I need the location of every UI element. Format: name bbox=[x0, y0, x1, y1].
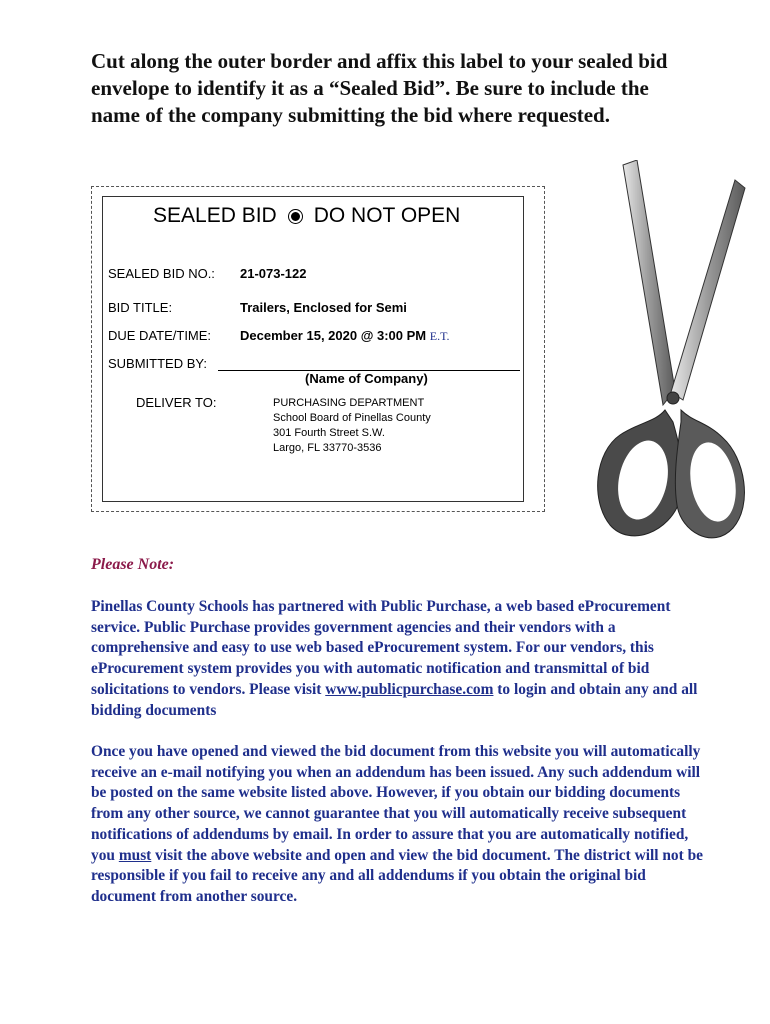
bid-title-label: BID TITLE: bbox=[108, 300, 173, 315]
please-note-heading: Please Note: bbox=[91, 556, 175, 573]
submitted-by-label: SUBMITTED BY: bbox=[108, 356, 207, 371]
company-name-caption: (Name of Company) bbox=[305, 371, 428, 386]
bullet-icon bbox=[289, 210, 302, 223]
addendum-paragraph bbox=[91, 742, 706, 908]
label-title bbox=[153, 204, 460, 228]
delivery-address bbox=[273, 396, 431, 456]
address-line: Largo, FL 33770-3536 bbox=[273, 442, 382, 454]
bid-no-label: SEALED BID NO.: bbox=[108, 266, 215, 281]
deliver-to-label: DELIVER TO: bbox=[136, 395, 217, 410]
paragraph-text: visit the above website and open and view the bid document. The district will not be responsible if you fail to receive any and all addendums if you obtain the original bid document from another source. bbox=[91, 846, 703, 905]
paragraph-text: Pinellas County Schools has partnered with Public Purchase, a web based eProcurement service. Public Purchase provides government agencies and their vendors with a comprehensive and easy to use web based eProcurement system. For our vendors, this eProcurement system provides you with automatic notification and transmittal of bid solicitations to vendors. Please visit bbox=[91, 598, 671, 698]
address-line: School Board of Pinellas County bbox=[273, 412, 431, 424]
sealed-bid-label-inner-border bbox=[102, 196, 524, 502]
paragraph-text: to login and obtain any and all bidding documents bbox=[91, 680, 698, 719]
due-date-value bbox=[240, 328, 450, 344]
public-purchase-link[interactable]: www.publicpurchase.com bbox=[325, 680, 494, 698]
due-date-text: December 15, 2020 @ 3:00 PM bbox=[240, 328, 427, 343]
due-date-label: DUE DATE/TIME: bbox=[108, 328, 212, 343]
address-line: 301 Fourth Street S.W. bbox=[273, 427, 385, 439]
must-emphasis: must bbox=[118, 846, 152, 864]
scissors-icon bbox=[585, 160, 755, 545]
bid-no-value: 21-073-122 bbox=[240, 266, 307, 281]
sealed-bid-label-border bbox=[91, 186, 545, 512]
label-title-left: SEALED BID bbox=[153, 204, 277, 227]
cut-instructions: Cut along the outer border and affix this label to your sealed bid envelope to identify it as a “Sealed Bid”. Be sure to include the name of the company submitting the bid where requested. bbox=[91, 49, 668, 127]
due-timezone: E.T. bbox=[429, 329, 450, 343]
bid-title-value: Trailers, Enclosed for Semi bbox=[240, 300, 407, 315]
paragraph-text: Once you have opened and viewed the bid document from this website you will automatically receive an e-mail notifying you when an addendum has been issued. Any such addendum will be posted on the same website listed above. However, if you obtain our bidding documents from any other source, we cannot guarantee that you will automatically receive subsequent notifications of addendums by email. In order to assure that you are automatically notified, you bbox=[91, 743, 701, 864]
label-title-right: DO NOT OPEN bbox=[313, 204, 461, 227]
public-purchase-paragraph bbox=[91, 597, 706, 721]
address-line: PURCHASING DEPARTMENT bbox=[273, 397, 425, 409]
